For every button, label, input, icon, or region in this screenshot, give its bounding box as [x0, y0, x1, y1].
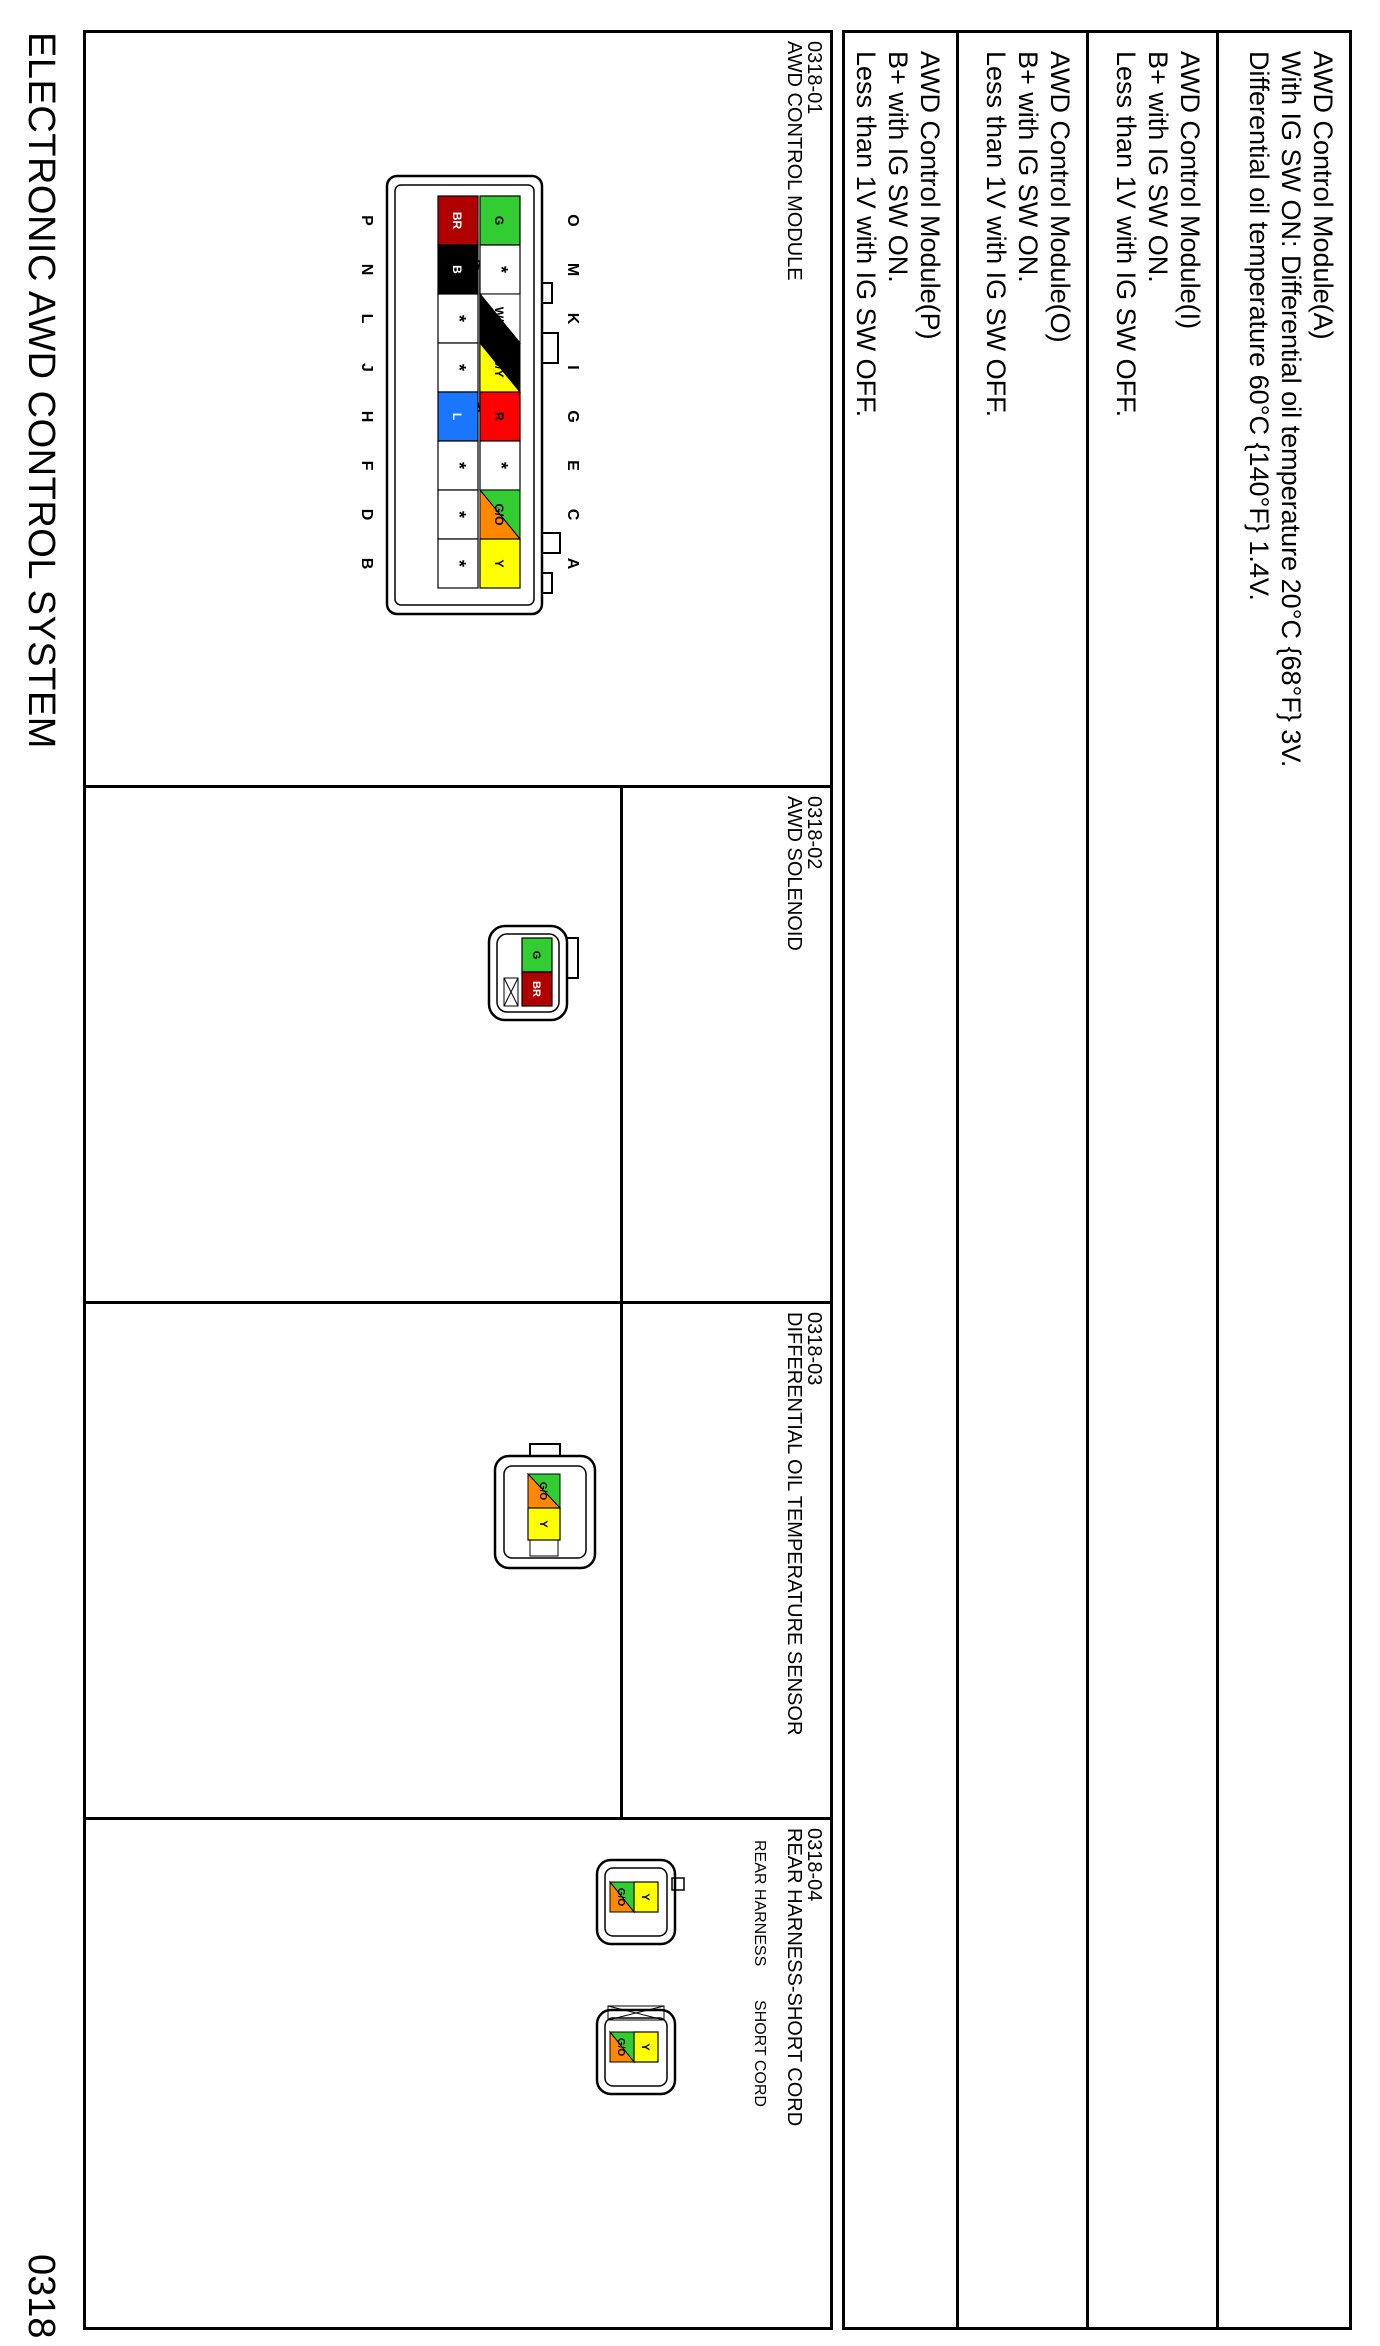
- column-letter-bottom: D: [358, 508, 375, 521]
- spec-table: [842, 30, 1352, 2330]
- spec-line: AWD Control Module(I): [1175, 51, 1205, 330]
- svg-text:*: *: [491, 265, 511, 274]
- spec-line: B+ with IG SW ON.: [883, 51, 913, 283]
- bottom-row-pin-1: [438, 245, 478, 294]
- connector-name: DIFFERENTIAL OIL TEMPERATURE SENSOR: [783, 1312, 805, 1736]
- connector-name: REAR HARNESS-SHORT CORD: [783, 1828, 805, 2127]
- bottom-row-pin-7: [438, 539, 478, 588]
- connector-cell-awd-control-module: [86, 33, 830, 788]
- column-letter-top: G: [564, 410, 581, 423]
- rear-harness-short-cord-diagram: [86, 1820, 830, 2327]
- top-row-pin-4: [480, 392, 520, 441]
- short-cord-label: SHORT CORD: [751, 2000, 768, 2107]
- diff-oil-temp-connector-diagram: [86, 1304, 830, 1820]
- svg-text:G: G: [492, 215, 506, 226]
- top-row-pin-6: [480, 490, 520, 539]
- column-letter-bottom: L: [358, 313, 375, 324]
- svg-text:BR: BR: [450, 211, 464, 230]
- column-letter-top: O: [564, 214, 581, 227]
- column-letter-top: M: [564, 262, 581, 277]
- spec-line: Less than 1V with IG SW OFF.: [851, 51, 881, 418]
- svg-text:R: R: [492, 412, 506, 421]
- bottom-row-pin-6: [438, 490, 478, 539]
- svg-text:G/O: G/O: [492, 503, 506, 526]
- spec-row: [1089, 33, 1219, 2327]
- svg-text:Y: Y: [639, 1893, 651, 1901]
- connector-id: 0318-02: [803, 796, 825, 870]
- top-row-pin-5: [480, 441, 520, 490]
- svg-text:Y: Y: [639, 2043, 651, 2051]
- page-number: 0318: [20, 2254, 62, 2339]
- column-letter-top: C: [564, 508, 581, 521]
- svg-text:*: *: [449, 461, 469, 470]
- spec-line: Differential oil temperature 60°C {140°F} 1.4V.: [1244, 51, 1274, 601]
- svg-text:BR: BR: [530, 981, 542, 997]
- svg-text:G/O: G/O: [615, 1887, 626, 1907]
- connector-name: AWD SOLENOID: [783, 796, 805, 951]
- svg-text:G/O: G/O: [537, 1481, 548, 1501]
- column-letter-bottom: B: [358, 557, 375, 570]
- spec-line: B+ with IG SW ON.: [1013, 51, 1043, 283]
- column-letter-top: I: [564, 365, 581, 370]
- svg-text:Y: Y: [492, 559, 506, 568]
- spec-line: Less than 1V with IG SW OFF.: [981, 51, 1011, 418]
- connector-table: [83, 30, 833, 2330]
- spec-row: [1219, 33, 1349, 2327]
- column-letter-bottom: P: [358, 215, 375, 226]
- bottom-row-pin-3: [438, 343, 478, 392]
- spec-line: AWD Control Module(P): [915, 51, 945, 340]
- connector-name: AWD CONTROL MODULE: [783, 41, 805, 281]
- svg-text:Y: Y: [537, 1520, 549, 1528]
- connector-id: 0318-03: [803, 1312, 825, 1386]
- svg-text:*: *: [449, 559, 469, 568]
- column-letter-bottom: J: [358, 363, 375, 372]
- spec-line: AWD Control Module(A): [1308, 51, 1338, 340]
- column-letter-bottom: F: [358, 460, 375, 471]
- top-row-pin-0: [480, 196, 520, 245]
- svg-text:*: *: [449, 363, 469, 372]
- top-row-pin-3: [480, 343, 520, 392]
- connector-cell-diff-oil-temp-sensor: [86, 1304, 830, 1820]
- svg-text:B/Y: B/Y: [492, 357, 506, 378]
- spec-row: [959, 33, 1089, 2327]
- connector-cell-awd-solenoid: [86, 788, 830, 1304]
- rear-harness-label: REAR HARNESS: [751, 1840, 768, 1967]
- top-row-pin-2: [480, 294, 520, 343]
- svg-text:*: *: [449, 510, 469, 519]
- svg-text:B: B: [450, 265, 464, 274]
- column-letter-top: E: [564, 460, 581, 471]
- svg-text:L: L: [450, 412, 464, 421]
- bottom-row-pin-0: [438, 196, 478, 245]
- spec-line: With IG SW ON: Differential oil temperature 20°C {68°F} 3V.: [1276, 51, 1306, 768]
- column-letter-bottom: H: [358, 410, 375, 423]
- svg-text:G: G: [530, 950, 542, 960]
- column-letter-top: A: [564, 557, 581, 570]
- bottom-row-pin-5: [438, 441, 478, 490]
- svg-text:G/O: G/O: [615, 2037, 626, 2057]
- spec-row: [845, 33, 959, 2327]
- svg-text:*: *: [449, 314, 469, 323]
- column-letter-top: K: [564, 312, 581, 325]
- top-row-pin-1: [480, 245, 520, 294]
- page-title: ELECTRONIC AWD CONTROL SYSTEM: [20, 32, 62, 749]
- spec-line: B+ with IG SW ON.: [1143, 51, 1173, 283]
- connector-id: 0318-01: [803, 41, 825, 115]
- awd-solenoid-connector-diagram: [86, 788, 830, 1304]
- bottom-row-pin-4: [438, 392, 478, 441]
- spec-line: AWD Control Module(O): [1045, 51, 1075, 343]
- top-row-pin-7: [480, 539, 520, 588]
- column-letter-bottom: N: [358, 263, 375, 276]
- connector-cell-rear-harness-short-cord: [86, 1820, 830, 2327]
- svg-text:W/B: W/B: [492, 306, 506, 331]
- connector-id: 0318-04: [803, 1828, 825, 1902]
- svg-text:*: *: [491, 461, 511, 470]
- spec-line: Less than 1V with IG SW OFF.: [1111, 51, 1141, 418]
- bottom-row-pin-2: [438, 294, 478, 343]
- awd-control-module-connector-diagram: [86, 33, 830, 788]
